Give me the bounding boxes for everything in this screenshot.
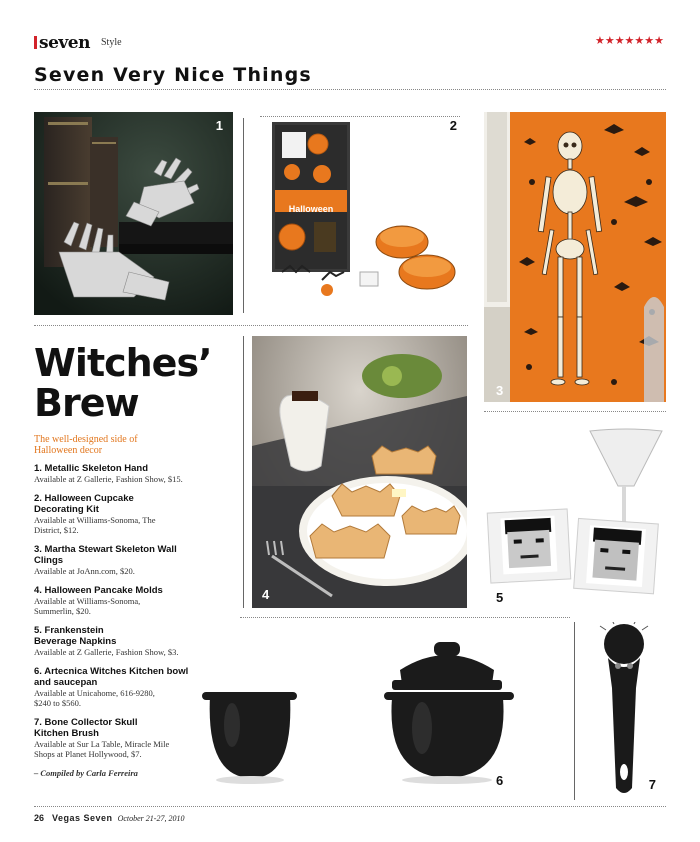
star-rating-icon: ★★★★★★★ [594,34,664,47]
logo-text: seven [39,33,90,53]
item-title: 6. Artecnica Witches Kitchen bowl and saucepan [34,666,189,688]
item-detail: Available at Sur La Table, Miracle Mile Shops at Planet Hollywood, $7. [34,739,170,759]
list-item [34,463,234,484]
photo-3-divider [484,411,666,412]
item-detail: Available at Williams-Sonoma, Summerlin, $20. [34,596,141,616]
issue-date: October 21-27, 2010 [117,814,185,823]
column-divider [574,622,575,800]
logo-bar [34,36,37,49]
photo-number-4: 4 [262,587,270,602]
section-label: Style [101,37,122,48]
page-number: 26 [34,813,45,823]
column-divider [243,118,244,313]
skeleton-wall-illustration [484,112,666,402]
pancake-illustration [252,336,467,608]
column-divider [243,336,244,608]
publication-logo [34,33,90,53]
skull-brush-illustration [584,622,666,800]
photo-skeleton-hand [34,112,233,315]
photo-number-3: 3 [496,383,504,398]
photo-cupcake-kit [252,112,467,315]
item-title: 2. Halloween Cupcake Decorating Kit [34,493,134,515]
napkins-illustration [484,421,666,609]
item-title: 1. Metallic Skeleton Hand [34,463,149,474]
item-title: 4. Halloween Pancake Molds [34,585,163,596]
article-credit: – Compiled by Carla Ferreira [34,768,138,778]
cauldron-illustration [192,630,568,792]
footer-divider [34,806,666,807]
photo-witches-kitchen [192,630,568,792]
photo-number-7: 7 [648,777,656,792]
photo-frankenstein-napkins [484,421,666,609]
row-divider [240,617,570,618]
photo-skeleton-wall [484,112,666,402]
list-item [34,544,234,576]
publication-name: Vegas Seven [52,813,113,823]
page-title: Seven Very Nice Things [34,64,312,86]
photo-number-5: 5 [496,590,504,605]
item-title: 7. Bone Collector Skull Kitchen Brush [34,717,138,739]
article-subtitle: The well-designed side of Halloween decor [34,434,138,456]
row-divider [34,325,468,326]
skeleton-hand-illustration [34,112,233,315]
photo-top-rule [260,116,460,117]
item-detail: Available at Z Gallerie, Fashion Show, $3. [34,647,179,657]
item-title: 5. Frankenstein Beverage Napkins [34,625,117,647]
item-detail: Available at JoAnn.com, $20. [34,566,135,576]
item-detail: Available at Z Gallerie, Fashion Show, $15. [34,474,183,484]
item-detail: Available at Williams-Sonoma, The District, $12. [34,515,156,535]
list-item [34,493,234,535]
photo-pancake-molds [252,336,467,608]
list-item [34,585,234,616]
photo-number-1: 1 [215,118,223,133]
item-detail: Available at Unicahome, 616-9280, $240 to $560. [34,688,155,708]
cupcake-box-label: Halloween [288,204,334,214]
headline-line-2: Brew [34,381,139,425]
photo-number-2: 2 [449,118,457,133]
page-footer [34,813,184,823]
article-headline [34,343,234,423]
headline-line-1: Witches’ [34,341,212,385]
title-divider [34,89,666,90]
photo-number-6: 6 [496,773,504,788]
item-title: 3. Martha Stewart Skeleton Wall Clings [34,544,177,566]
photo-skull-brush [584,622,666,800]
